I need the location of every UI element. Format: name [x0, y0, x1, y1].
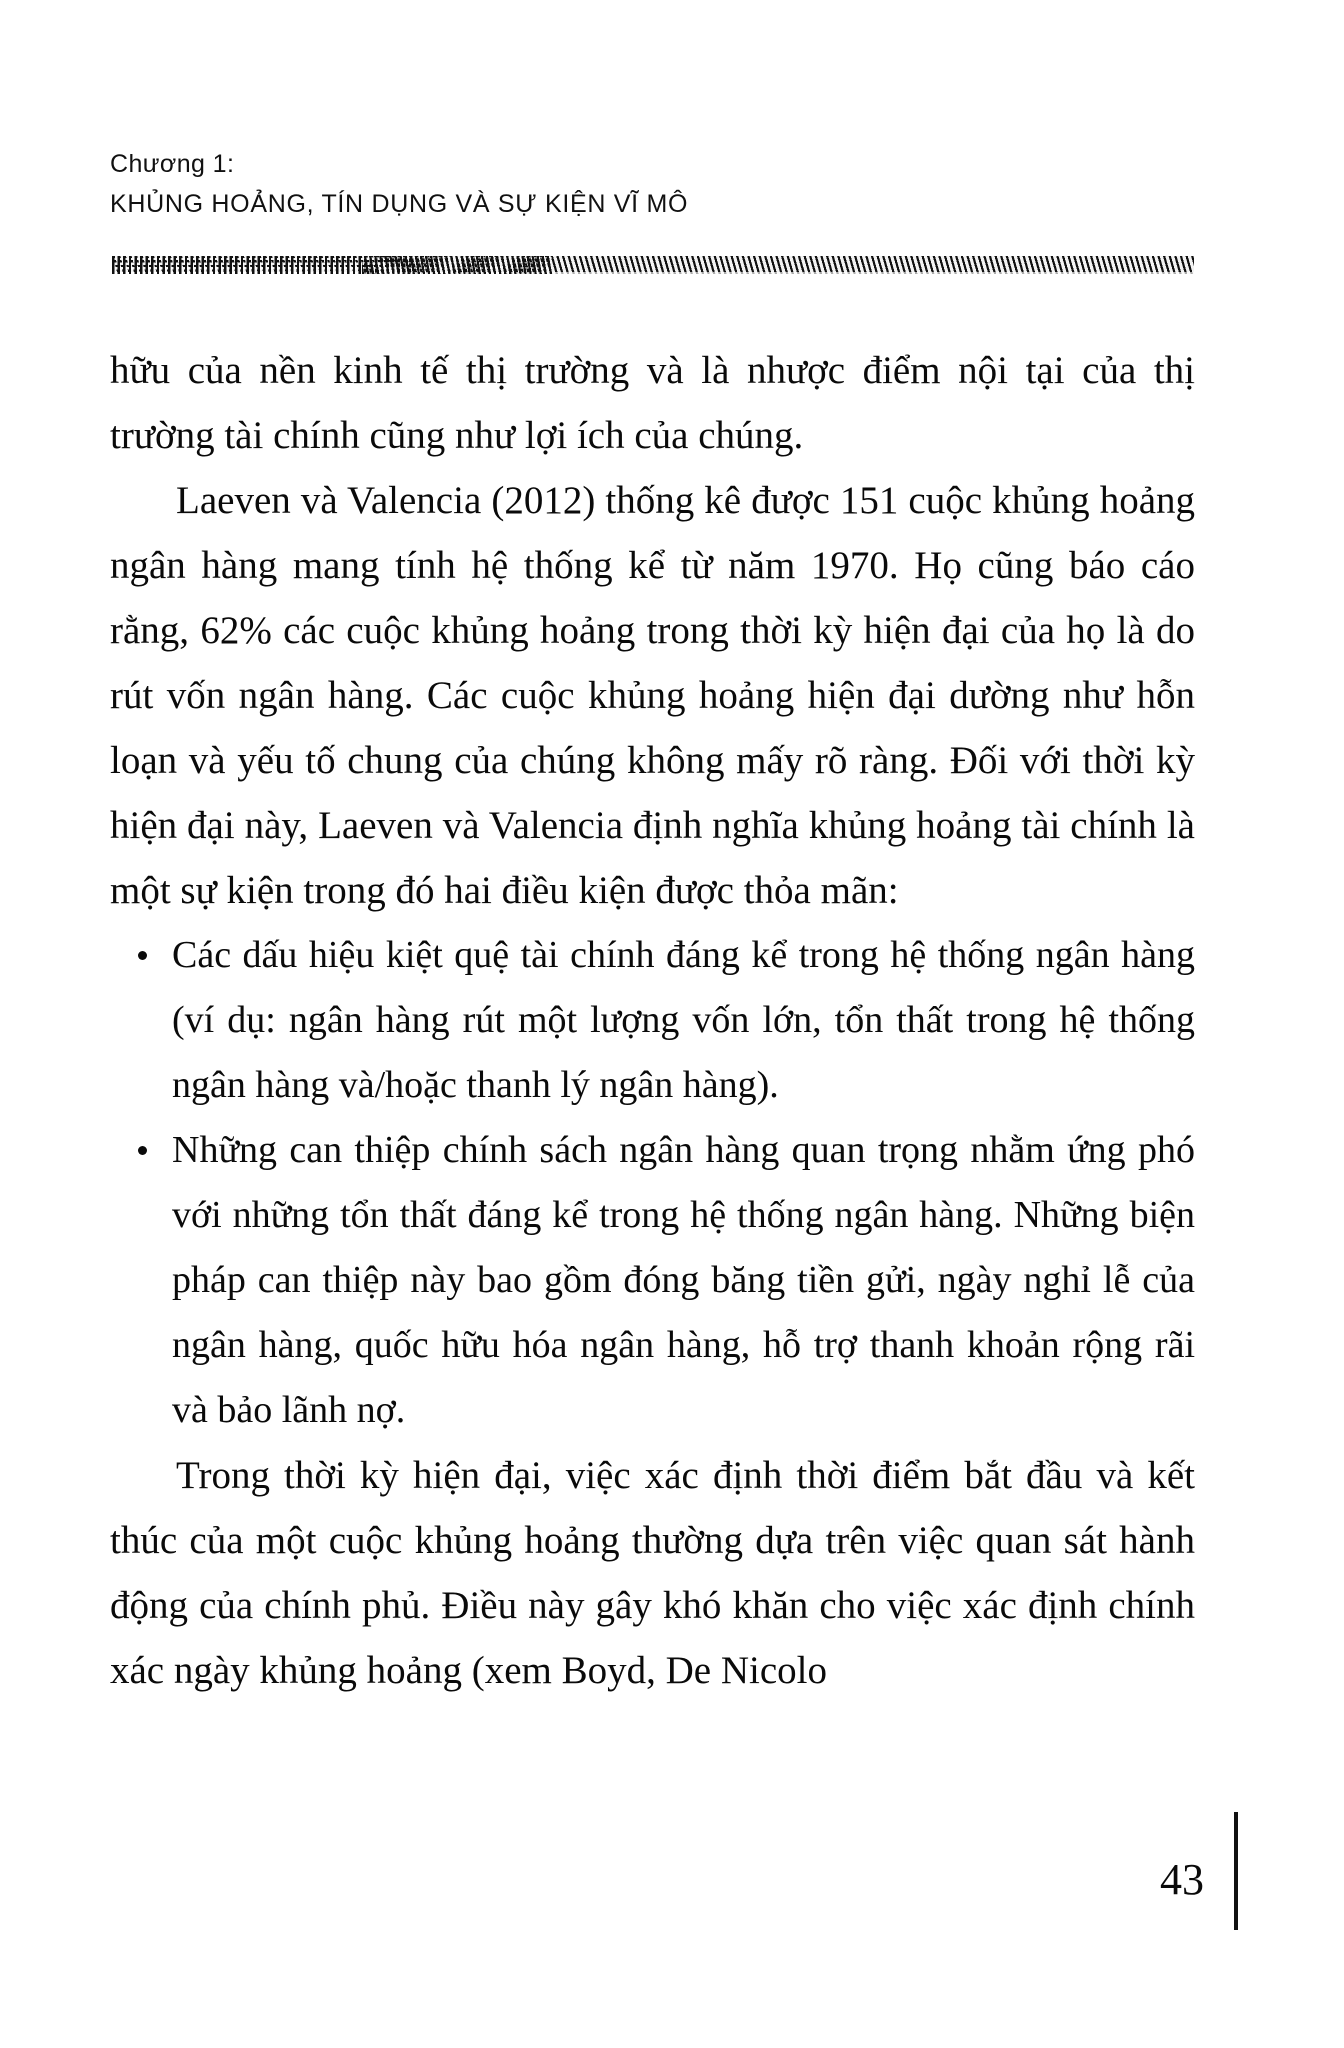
folio-vertical-rule — [1234, 1812, 1238, 1930]
paragraph-modern-period: Trong thời kỳ hiện đại, việc xác định thời điểm bắt đầu và kết thúc của một cuộc khủng hoảng thường dựa trên việc quan sát hành động của chính phủ. Điều này gây khó khăn cho việc xác định chính xác ngày khủng hoảng (xem Boyd, De Nicolo — [110, 1454, 1195, 1692]
list-item — [110, 923, 1195, 1118]
page-number: 43 — [1160, 1855, 1204, 1904]
bullet-dot-icon — [138, 1146, 147, 1155]
chapter-label: Chương 1: — [110, 150, 235, 178]
paragraph-continued: hữu của nền kinh tế thị trường và là nhược điểm nội tại của thị trường tài chính cũng như lợi ích của chúng. — [110, 349, 1195, 457]
bullet-dot-icon — [138, 951, 147, 960]
paragraph-laeven-valencia: Laeven và Valencia (2012) thống kê được 151 cuộc khủng hoảng ngân hàng mang tính hệ thống kể từ năm 1970. Họ cũng báo cáo rằng, 62% các cuộc khủng hoảng trong thời kỳ hiện đại của họ là do rút vốn ngân hàng. Các cuộc khủng hoảng hiện đại dường như hỗn loạn và yếu tố chung của chúng không mấy rõ ràng. Đối với thời kỳ hiện đại này, Laeven và Valencia định nghĩa khủng hoảng tài chính là một sự kiện trong đó hai điều kiện được thỏa mãn: — [110, 479, 1195, 912]
page-folio — [1108, 1810, 1238, 1930]
list-item — [110, 1118, 1195, 1443]
conditions-bullet-list — [110, 923, 1195, 1443]
running-head — [110, 148, 1200, 220]
body-text-column — [110, 338, 1195, 1703]
list-item-text: Những can thiệp chính sách ngân hàng quan trọng nhằm ứng phó với những tổn thất đáng kể trong hệ thống ngân hàng. Những biện pháp can thiệp này bao gồm đóng băng tiền gửi, ngày nghỉ lễ của ngân hàng, quốc hữu hóa ngân hàng, hỗ trợ thanh khoản rộng rãi và bảo lãnh nợ. — [172, 1129, 1195, 1431]
chapter-title: KHỦNG HOẢNG, TÍN DỤNG VÀ SỰ KIỆN VĨ MÔ — [110, 190, 689, 218]
header-divider-rule — [112, 256, 1194, 274]
list-item-text: Các dấu hiệu kiệt quệ tài chính đáng kể trong hệ thống ngân hàng (ví dụ: ngân hàng rút một lượng vốn lớn, tổn thất trong hệ thống ngân hàng và/hoặc thanh lý ngân hàng). — [172, 934, 1195, 1106]
